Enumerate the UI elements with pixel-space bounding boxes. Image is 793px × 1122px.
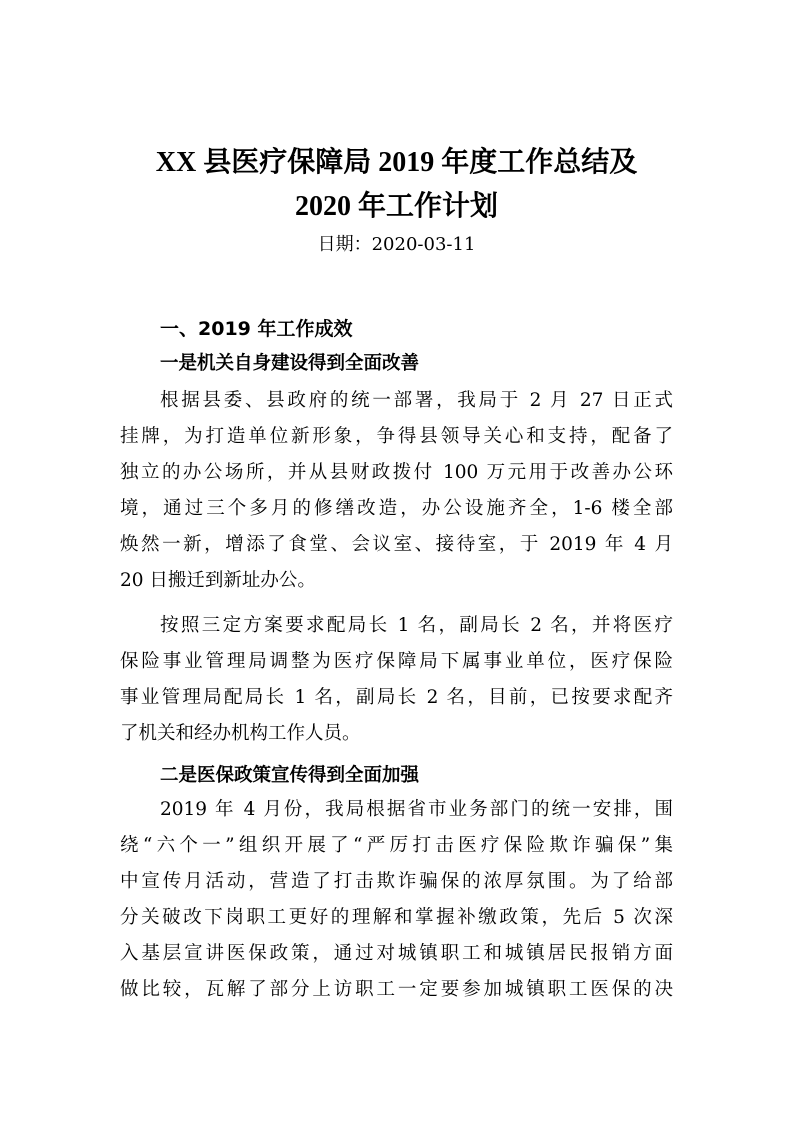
paragraph-line: 做比较，瓦解了部分上访职工一定要参加城镇职工医保的决 (120, 979, 673, 1000)
paragraph-line: 根据县委、县政府的统一部署，我局于 2 月 27 日正式 (160, 390, 673, 411)
paragraph-line: 了机关和经办机构工作人员。 (120, 723, 361, 744)
paragraph-line: 事业管理局配局长 1 名，副局长 2 名，目前，已按要求配齐 (120, 687, 673, 708)
document-date: 日期：2020-03-11 (317, 234, 476, 255)
paragraph-line: 保险事业管理局调整为医疗保障局下属事业单位，医疗保险 (120, 651, 673, 672)
document-title-line-1: XX 县医疗保障局 2019 年度工作总结及 (155, 147, 638, 178)
subsection-heading-1: 一是机关自身建设得到全面改善 (160, 353, 420, 374)
paragraph-line: 中宣传月活动，营造了打击欺诈骗保的浓厚氛围。为了给部 (120, 871, 673, 892)
paragraph-line: 分关破改下岗职工更好的理解和掌握补缴政策，先后 5 次深 (120, 907, 673, 928)
paragraph-line: 绕“六个一”组织开展了“严厉打击医疗保险欺诈骗保”集 (120, 835, 673, 856)
paragraph-line: 入基层宣讲医保政策，通过对城镇职工和城镇居民报销方面 (120, 943, 673, 964)
paragraph-line: 独立的办公场所，并从县财政拨付 100 万元用于改善办公环 (120, 462, 673, 483)
section-heading: 一、2019 年工作成效 (160, 318, 353, 340)
subsection-heading-2: 二是医保政策宣传得到全面加强 (160, 765, 420, 786)
document-title-line-2: 2020 年工作计划 (294, 191, 498, 222)
paragraph-line: 按照三定方案要求配局长 1 名，副局长 2 名，并将医疗 (160, 615, 673, 636)
paragraph-line: 境，通过三个多月的修缮改造，办公设施齐全，1-6 楼全部 (120, 498, 673, 519)
paragraph-line: 挂牌，为打造单位新形象，争得县领导关心和支持，配备了 (120, 426, 673, 447)
paragraph-line: 20 日搬迁到新址办公。 (120, 570, 316, 591)
paragraph-line: 焕然一新，增添了食堂、会议室、接待室，于 2019 年 4 月 (120, 534, 673, 555)
paragraph-line: 2019 年 4 月份，我局根据省市业务部门的统一安排，围 (160, 799, 673, 820)
